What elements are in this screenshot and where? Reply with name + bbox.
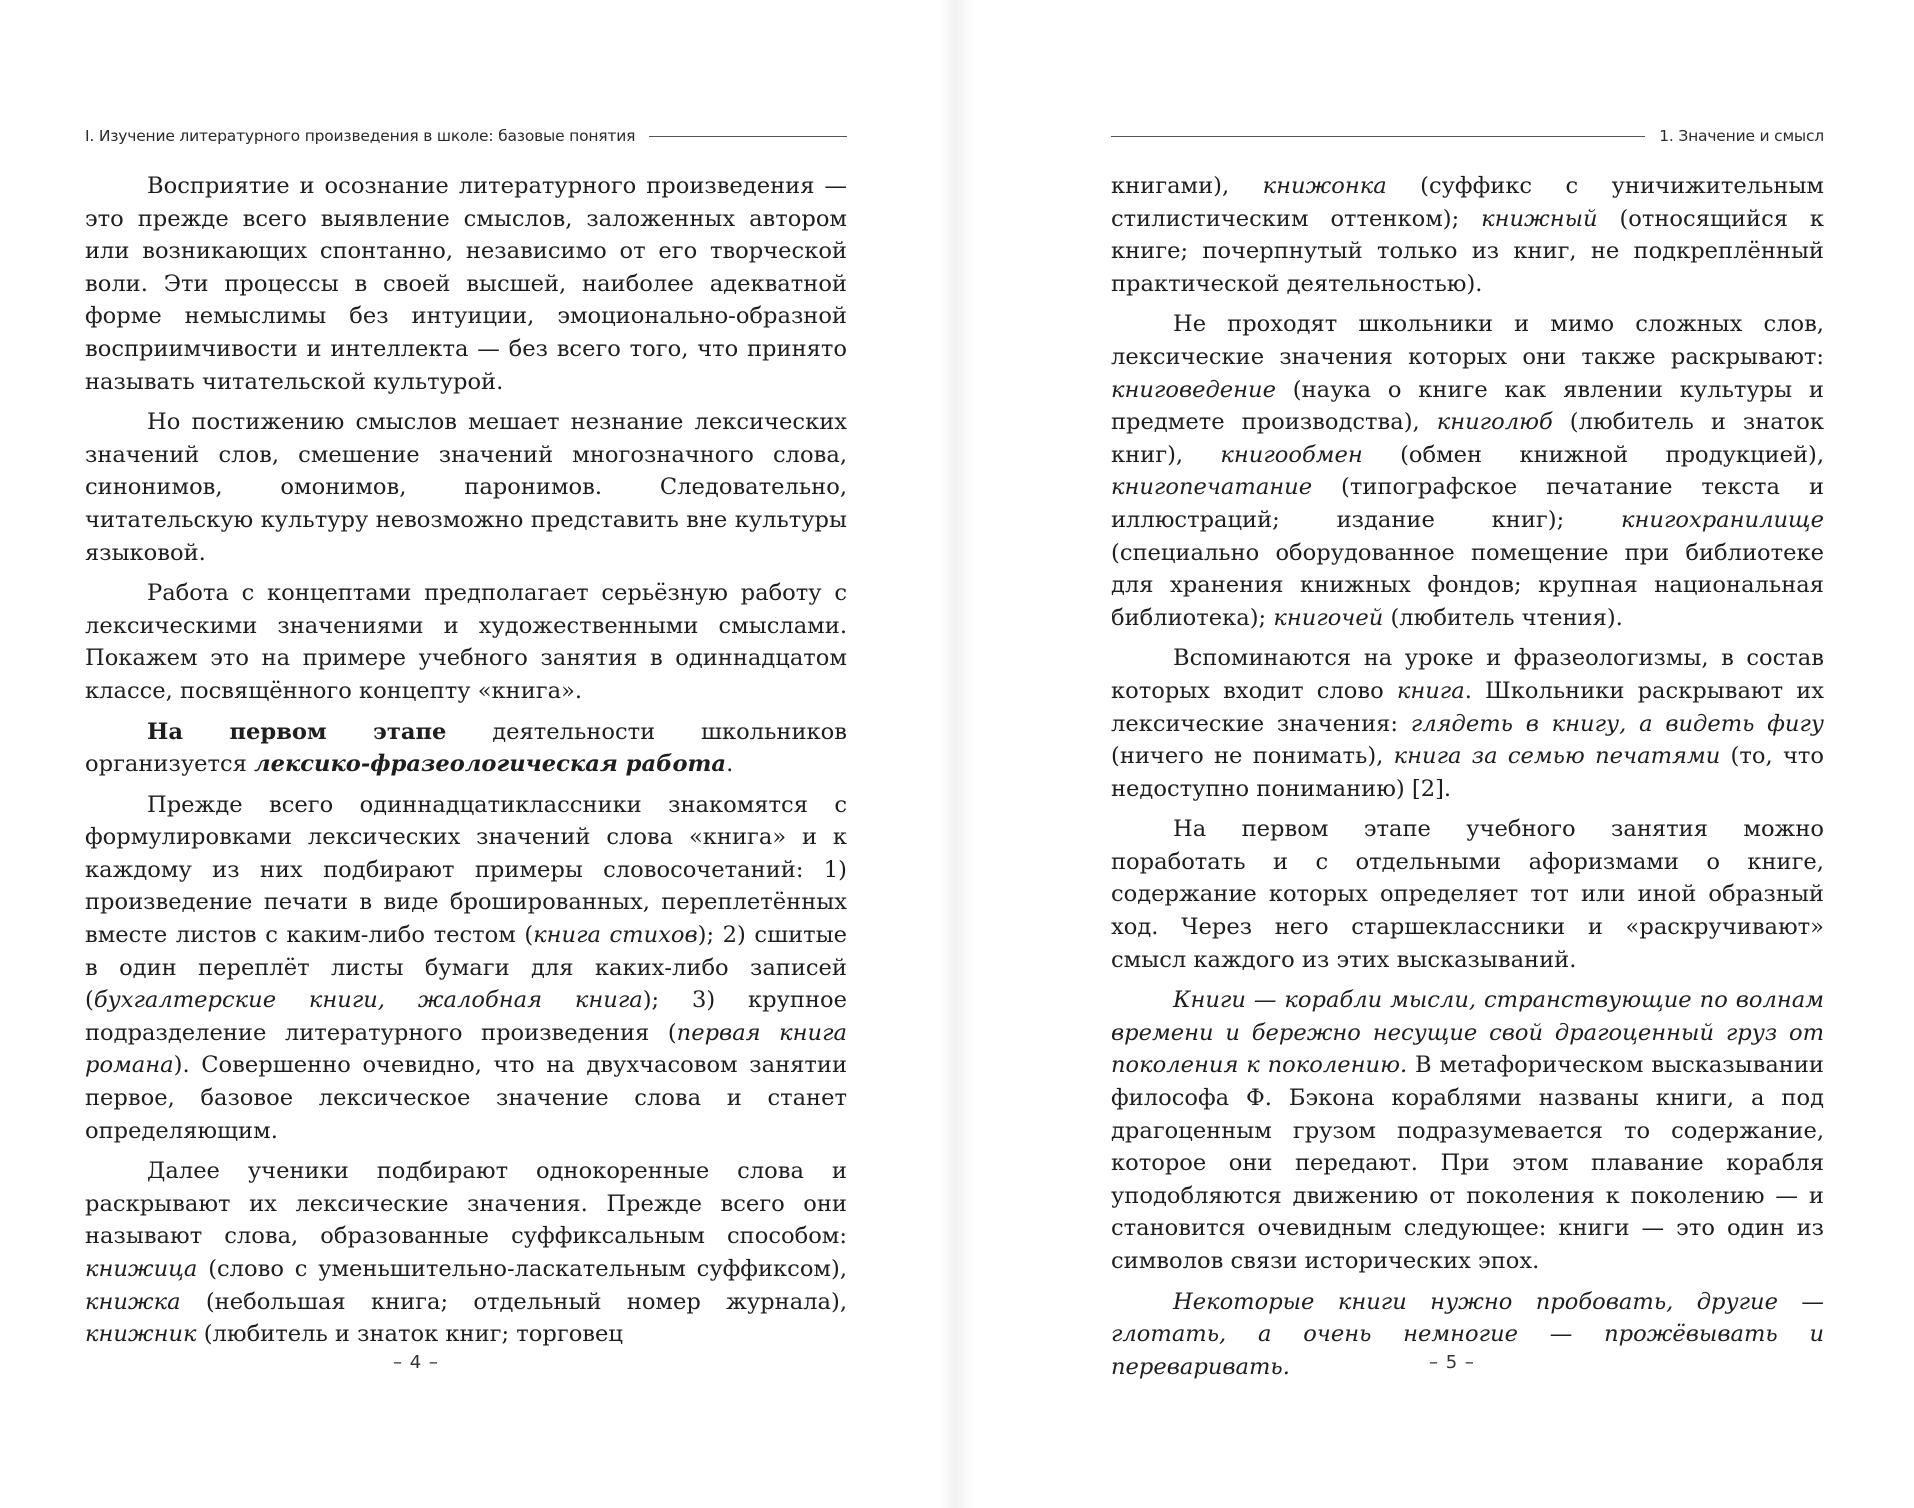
italic-term: книговедение (1111, 376, 1276, 403)
italic-example: бухгалтерские книги, жалобная книга (93, 987, 643, 1014)
italic-term: книгопечатание (1111, 474, 1313, 501)
left-body-text (85, 170, 847, 1351)
left-paragraph-6: Далее ученики подбирают однокоренные слова и раскрывают их лексические значения. Прежде всего они называют слова, образованные суффиксальным способом: книжица (слово с уменьшительно-ласкательным суффиксом), книжка (небольшая книга; отдельный номер журнала), книжник (любитель и знаток книг; торговец (85, 1158, 847, 1348)
italic-term: книжица (85, 1256, 198, 1282)
left-running-head-text: I. Изучение литературного произведения в школе: базовые понятия (85, 127, 636, 145)
italic-term: книжка (85, 1288, 181, 1315)
left-paragraph-4: На первом этапе деятельности школьников организуется лексико-фразеологическая работа. (85, 718, 847, 778)
right-running-head (1111, 124, 1824, 148)
left-paragraph-2: Но постижению смыслов мешает незнание лексических значений слов, смешение значений многозначного слова, синонимов, омонимов, паронимов. Следовательно, читательскую культуру невозможно представить вне культуры языковой. (85, 409, 847, 566)
bold-italic-phrase: лексико-фразеологическая работа (254, 751, 727, 778)
italic-term: книгочей (1273, 604, 1384, 631)
bold-phrase: На первом этапе (147, 718, 447, 745)
left-paragraph-5: Прежде всего одиннадцатиклассники знакомятся с формулировками лексических значений слова «книга» и к каждому из них подбирают примеры словосочетаний: 1) произведение печати в виде брошированных, переплетённых вместе листов с каким-либо тестом (книга стихов); 2) сшитые в один переплёт листы бумаги для каких-либо записей (бухгалтерские книги, жалобная книга); 3) крупное подразделение литературного произведения (первая книга романа). Совершенно очевидно, что на двухчасовом занятии первое, базовое лексическое значение слова и станет определяющим. (85, 791, 848, 1144)
right-paragraph-2: Не проходят школьники и мимо сложных слов, лексические значения которых они также раскрывают: книговедение (наука о книге как явлении культуры и предмете производства), книголюб (любитель и знаток книг), книгообмен (обмен книжной продукцией), книгопечатание (типографское печатание текста и иллюстраций; издание книг); книгохранилище (специально оборудованное помещение при библиотеке для хранения книжных фондов; крупная национальная библиотека); книгочей (любитель чтения). (1111, 311, 1824, 631)
left-header-rule (649, 136, 847, 137)
italic-phrase: глядеть в книгу, а видеть фигу (1410, 710, 1824, 737)
italic-term: книголюб (1436, 409, 1553, 436)
italic-term: книжный (1481, 205, 1598, 232)
right-header-rule (1111, 136, 1645, 137)
italic-term: книгохранилище (1621, 506, 1824, 533)
right-body-text (1111, 170, 1824, 1383)
right-paragraph-1: книгами), книжонка (суффикс с уничижительным стилистическим оттенком); книжный (относящийся к книге; почерпнутый только из книг, не подкреплённый практической деятельностью). (1111, 173, 1825, 297)
italic-term: книга (1396, 677, 1465, 704)
italic-example: первая книга романа (85, 1019, 847, 1079)
right-running-head-text: 1. Значение и смысл (1659, 127, 1824, 145)
right-paragraph-4: На первом этапе учебного занятия можно поработать и с отдельными афоризмами о книге, содержание которых определяет тот или иной образный ход. Через него старшеклассники и «раскручивают» смысл каждого из этих высказываний. (1111, 816, 1824, 973)
right-page-number: – 5 – (1429, 1352, 1475, 1373)
left-running-head (85, 124, 847, 148)
italic-term: книжник (85, 1321, 197, 1348)
left-page-number: – 4 – (393, 1352, 439, 1373)
right-page (964, 0, 1914, 1508)
italic-phrase: книга за семью печатями (1393, 743, 1721, 770)
right-paragraph-5: Книги — корабли мысли, странствующие по волнам времени и бережно несущие свой драгоценный груз от поколения к поколению. В метафорическом высказывании философа Ф. Бэкона кораблями названы книги, а под драгоценным грузом подразумевается то содержание, которое они передают. При этом плавание корабля уподобляются движению от поколения к поколению — и становится очевидным следующее: книги — это один из символов связи исторических эпох. (1111, 987, 1824, 1274)
italic-aphorism: Книги — корабли мысли, странствующие по волнам времени и бережно несущие свой драгоценный груз от поколения к поколению. (1111, 987, 1824, 1079)
left-page (0, 0, 950, 1508)
italic-aphorism: Некоторые книги нужно пробовать, другие — глотать, а очень немногие — прожёвывать и переваривать. (1111, 1288, 1824, 1380)
left-paragraph-1: Восприятие и осознание литературного произведения — это прежде всего выявление смыслов, заложенных автором или возникающих спонтанно, независимо от его творческой воли. Эти процессы в своей высшей, наиболее адекватной форме немыслимы без интуиции, эмоционально-образной восприимчивости и интеллекта — без всего того, что принято называть читательской культурой. (85, 173, 847, 395)
italic-term: книжонка (1262, 173, 1387, 199)
right-paragraph-3: Вспоминаются на уроке и фразеологизмы, в состав которых входит слово книга. Школьники раскрывают их лексические значения: глядеть в книгу, а видеть фигу (ничего не понимать), книга за семью печатями (то, что недоступно пониманию) [2]. (1111, 645, 1825, 802)
italic-term: книгообмен (1220, 441, 1363, 468)
italic-example: книга стихов (533, 922, 698, 949)
left-paragraph-3: Работа с концептами предполагает серьёзную работу с лексическими значениями и художественными смыслами. Покажем это на примере учебного занятия в одиннадцатом классе, посвящённого концепту «книга». (85, 580, 847, 704)
